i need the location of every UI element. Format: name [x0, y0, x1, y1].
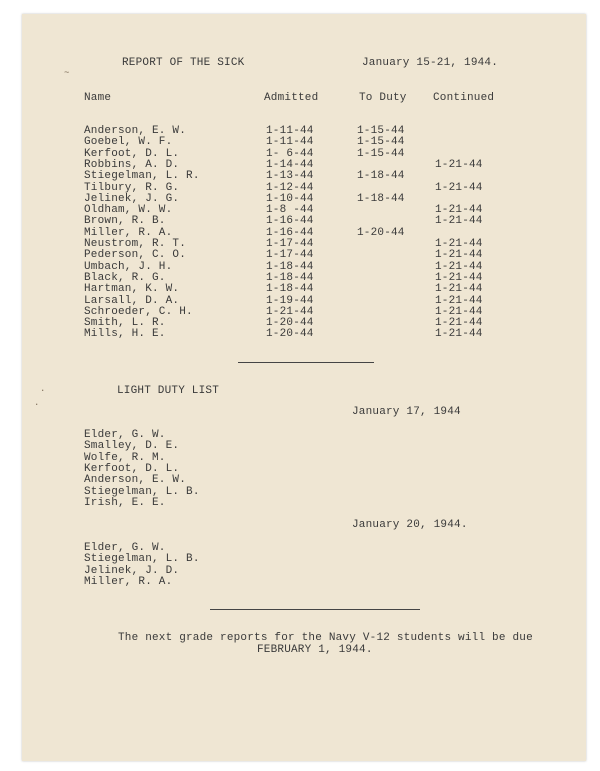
row-admitted: 1- 6-44: [266, 147, 314, 160]
row-continued: 1-21-44: [435, 215, 483, 228]
row-name: Robbins, A. D.: [84, 158, 180, 171]
row-to-duty: 1-15-44: [357, 147, 405, 160]
section-divider: [238, 362, 374, 363]
row-name: Mills, H. E.: [84, 328, 166, 341]
row-name: Umbach, J. H.: [84, 260, 173, 273]
row-name: Miller, R. A.: [84, 226, 173, 239]
row-admitted: 1-11-44: [266, 136, 314, 149]
row-admitted: 1-21-44: [266, 305, 314, 318]
row-name: Oldham, W. W.: [84, 204, 173, 217]
ink-speck: ·: [34, 400, 40, 410]
header-name: Name: [84, 92, 112, 104]
row-name: Schroeder, C. H.: [84, 305, 193, 318]
row-admitted: 1-16-44: [266, 226, 314, 239]
row-continued: 1-21-44: [435, 181, 483, 194]
pencil-mark: ~: [64, 68, 70, 78]
row-admitted: 1-10-44: [266, 192, 314, 205]
row-admitted: 1-20-44: [266, 317, 314, 330]
row-name: Larsall, D. A.: [84, 294, 180, 307]
row-admitted: 1-17-44: [266, 249, 314, 262]
ink-speck: ·: [40, 386, 46, 396]
row-admitted: 1-14-44: [266, 158, 314, 171]
row-continued: 1-21-44: [435, 238, 483, 250]
header-continued: Continued: [433, 92, 495, 104]
footer-note-line1: The next grade reports for the Navy V-12 students will be due: [118, 632, 533, 644]
row-admitted: 1-18-44: [266, 260, 314, 273]
report-date-range: January 15-21, 1944.: [362, 57, 499, 69]
light-duty-name: Stiegelman, L. B.: [84, 485, 200, 498]
row-continued: 1-21-44: [435, 271, 483, 284]
row-continued: 1-21-44: [435, 158, 483, 171]
light-duty-name: Irish, E. E.: [84, 496, 166, 509]
light-duty-name: Wolfe, R. M.: [84, 451, 166, 464]
row-continued: 1-21-44: [435, 317, 483, 330]
footer-divider: [210, 609, 420, 610]
row-admitted: 1-13-44: [266, 170, 314, 183]
light-duty-name: Jelinek, J. D.: [84, 564, 180, 577]
light-duty-date-2: January 20, 1944.: [352, 519, 468, 531]
row-admitted: 1-8 -44: [266, 204, 314, 217]
row-name: Kerfoot, D. L.: [84, 147, 180, 160]
report-title: REPORT OF THE SICK: [122, 57, 245, 69]
row-admitted: 1-16-44: [266, 215, 314, 228]
footer-note-line2: FEBRUARY 1, 1944.: [257, 644, 373, 656]
light-duty-name: Miller, R. A.: [84, 575, 173, 588]
row-to-duty: 1-20-44: [357, 226, 405, 239]
header-admitted: Admitted: [264, 92, 319, 104]
row-to-duty: 1-15-44: [357, 136, 405, 149]
row-continued: 1-21-44: [435, 294, 483, 307]
row-name: Pederson, C. O.: [84, 249, 187, 262]
row-name: Smith, L. R.: [84, 317, 166, 330]
row-continued: 1-21-44: [435, 283, 483, 296]
row-name: Black, R. G.: [84, 271, 166, 284]
row-to-duty: 1-18-44: [357, 170, 405, 183]
row-continued: 1-21-44: [435, 328, 483, 341]
light-duty-title: LIGHT DUTY LIST: [117, 385, 220, 397]
row-name: Anderson, E. W.: [84, 125, 187, 137]
row-continued: 1-21-44: [435, 204, 483, 217]
row-name: Brown, R. B.: [84, 215, 166, 228]
row-admitted: 1-18-44: [266, 283, 314, 296]
row-continued: 1-21-44: [435, 260, 483, 273]
row-admitted: 1-19-44: [266, 294, 314, 307]
light-duty-date-1: January 17, 1944: [352, 406, 461, 418]
row-admitted: 1-18-44: [266, 271, 314, 284]
row-name: Goebel, W. F.: [84, 136, 173, 149]
row-admitted: 1-12-44: [266, 181, 314, 194]
row-admitted: 1-17-44: [266, 238, 314, 250]
light-duty-name: Stiegelman, L. B.: [84, 553, 200, 566]
row-continued: 1-21-44: [435, 305, 483, 318]
light-duty-name: Elder, G. W.: [84, 429, 166, 441]
light-duty-name: Kerfoot, D. L.: [84, 462, 180, 475]
row-name: Jelinek, J. G.: [84, 192, 180, 205]
light-duty-name: Elder, G. W.: [84, 542, 166, 554]
row-to-duty: 1-18-44: [357, 192, 405, 205]
row-admitted: 1-11-44: [266, 125, 314, 137]
light-duty-name: Smalley, D. E.: [84, 440, 180, 453]
row-name: Stiegelman, L. R.: [84, 170, 200, 183]
row-continued: 1-21-44: [435, 249, 483, 262]
row-to-duty: 1-15-44: [357, 125, 405, 137]
light-duty-name: Anderson, E. W.: [84, 474, 187, 487]
row-name: Tilbury, R. G.: [84, 181, 180, 194]
row-name: Neustrom, R. T.: [84, 238, 187, 250]
row-admitted: 1-20-44: [266, 328, 314, 341]
header-to-duty: To Duty: [359, 92, 407, 104]
row-name: Hartman, K. W.: [84, 283, 180, 296]
